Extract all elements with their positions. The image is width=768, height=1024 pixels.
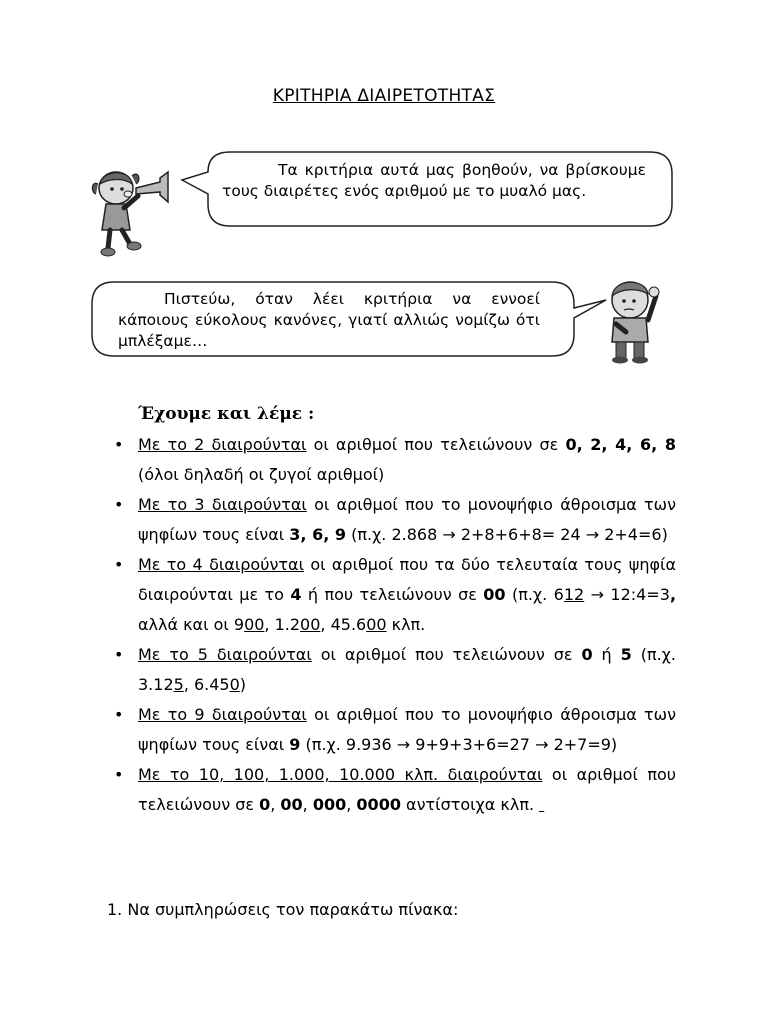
rule-text: , 6.45	[183, 675, 230, 694]
page-title: ΚΡΙΤΗΡΙΑ ΔΙΑΙΡΕΤΟΤΗΤΑΣ	[272, 86, 496, 106]
rule-divisible-by-2	[112, 430, 676, 490]
rule-text: αλλά και οι 9	[138, 615, 245, 634]
rule-lead: Με το 2 διαιρούνται	[138, 435, 307, 454]
rule-lead: Με το 3 διαιρούνται	[138, 495, 307, 514]
section-heading: Έχουμε και λέμε :	[138, 404, 315, 424]
speech-bubble-bottom-text: Πιστεύω, όταν λέει κριτήρια να εννοεί κάποιους εύκολους κανόνες, γιατί αλλιώς νομίζω ότι μπλέξαμε…	[118, 290, 540, 350]
speech-bubble-top-text: Τα κριτήρια αυτά μας βοηθούν, να βρίσκουμε τους διαιρέτες ενός αριθμού με το μυαλό μας.	[222, 161, 646, 200]
rule-text: οι αριθμοί που τα δύο τελευταία τους ψηφία διαιρούνται με το	[138, 555, 676, 604]
rule-text: αντίστοιχα κλπ.	[400, 795, 540, 814]
rule-lead: Με το 5 διαιρούνται	[138, 645, 312, 664]
rule-divisible-by-5	[112, 640, 676, 700]
rule-bold: 0	[581, 645, 593, 664]
rule-bold: 9	[289, 735, 301, 754]
rule-bold: 0, 2, 4, 6, 8	[565, 435, 676, 454]
rule-underlined-digits: 00	[366, 615, 387, 634]
rule-underlined-digits: 00	[244, 615, 265, 634]
rule-bold: 5	[620, 645, 632, 664]
rule-separator: ,	[302, 795, 313, 814]
rule-underlined-digits: 12	[563, 585, 585, 604]
rule-trailing-underline	[539, 795, 544, 814]
rule-text: οι αριθμοί που τελειώνουν σε	[306, 435, 566, 454]
rule-bold: 4	[290, 585, 302, 604]
rule-text: οι αριθμοί που το μονοψήφιο άθροισμα των ψηφίων τους είναι	[138, 495, 677, 544]
divisibility-rules-list	[112, 430, 676, 820]
boy-thinking-illustration	[596, 276, 672, 364]
rule-separator: ,	[270, 795, 281, 814]
rule-lead: Με το 10, 100, 1.000, 10.000 κλπ. διαιρούνται	[138, 765, 543, 784]
rule-bold: 0000	[356, 795, 401, 814]
rule-text: κλπ.	[386, 615, 426, 634]
rule-text: (π.χ. 2.868 → 2+8+6+8= 24 → 2+4=6)	[346, 525, 668, 544]
rule-text: (όλοι δηλαδή οι ζυγοί αριθμοί)	[138, 465, 385, 484]
rule-text: , 1.2	[264, 615, 301, 634]
rule-text: (π.χ. 9.936 → 9+9+3+6=27 → 2+7=9)	[300, 735, 618, 754]
rule-divisible-by-9	[112, 700, 676, 760]
rule-bold: 00	[483, 585, 506, 604]
rule-lead: Με το 9 διαιρούνται	[138, 705, 307, 724]
exercise-instruction: 1. Να συμπληρώσεις τον παρακάτω πίνακα:	[107, 900, 459, 919]
rule-bold: 0	[259, 795, 271, 814]
rule-text: οι αριθμοί που το μονοψήφιο άθροισμα των ψηφίων τους είναι	[138, 705, 677, 754]
rule-bold: 3, 6, 9	[289, 525, 346, 544]
rule-underlined-digits: 00	[300, 615, 321, 634]
rule-divisible-by-10	[112, 760, 676, 820]
rule-divisible-by-3	[112, 490, 676, 550]
rule-bold: 00	[280, 795, 303, 814]
rule-divisible-by-4	[112, 550, 676, 640]
rule-text: )	[239, 675, 247, 694]
rule-separator: ,	[346, 795, 357, 814]
rule-text: → 12:4=3	[584, 585, 670, 604]
rule-bold: 000	[312, 795, 347, 814]
rule-text: οι αριθμοί που τελειώνουν σε	[138, 765, 677, 814]
rule-text: (π.χ. 6	[505, 585, 564, 604]
rule-bold: ,	[669, 585, 677, 604]
rule-text: ή που τελειώνουν σε	[301, 585, 484, 604]
rule-underlined-digits: 5	[173, 675, 184, 694]
rule-text: , 45.6	[320, 615, 367, 634]
rule-text: οι αριθμοί που τελειώνουν σε	[311, 645, 582, 664]
rule-lead: Με το 4 διαιρούνται	[138, 555, 304, 574]
rule-text: (π.χ. 3.12	[138, 645, 677, 694]
rule-underlined-digits: 0	[229, 675, 240, 694]
rule-text: ή	[592, 645, 621, 664]
